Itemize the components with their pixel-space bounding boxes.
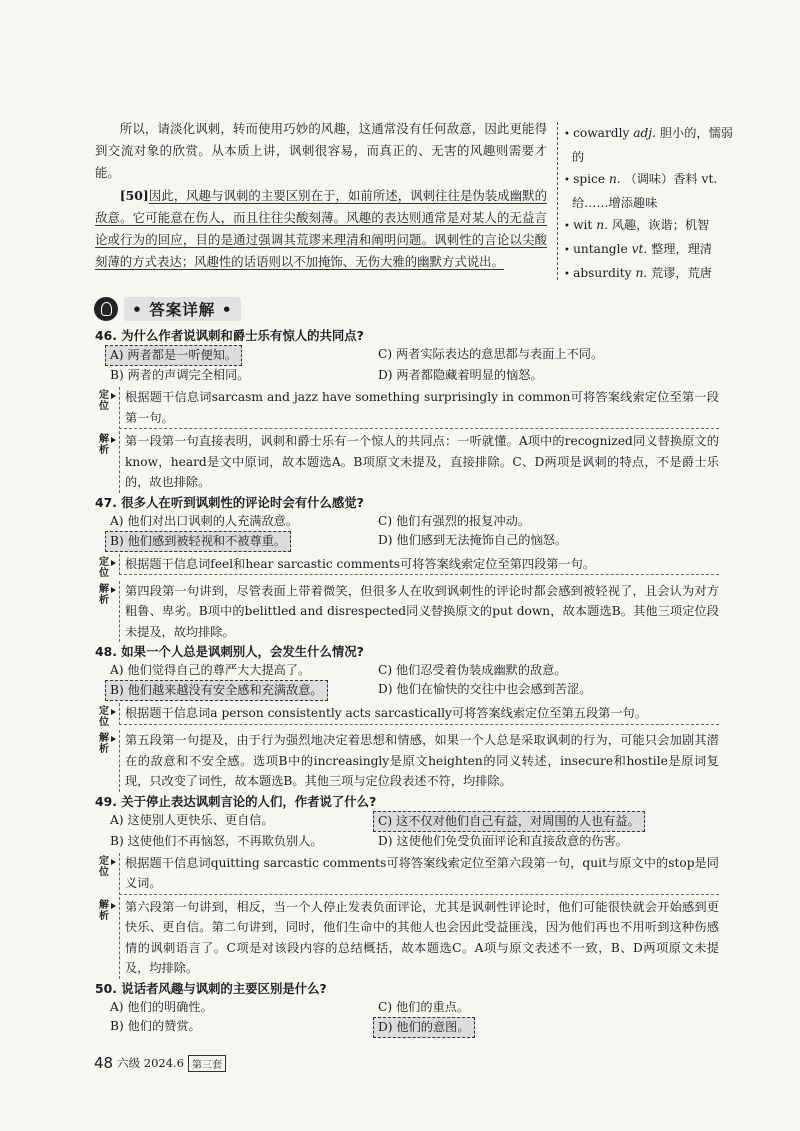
vocab-def: 风趣，诙谐；机智 xyxy=(611,218,710,232)
option-c: C) 他们忍受着伪装成幽默的敌意。 xyxy=(378,663,567,677)
vocab-pos: vt. xyxy=(631,242,648,256)
locate-text: 根据题干信息词feel和hear sarcastic comments可将答案线索定位至第四段第一句。 xyxy=(119,554,719,576)
explain-tag: 解析 xyxy=(95,730,113,755)
vocab-def: 整理，理清 xyxy=(651,242,713,256)
option-c-correct: C) 这不仅对他们自己有益，对周围的人也有益。 xyxy=(373,811,645,832)
explain-text: 第一段第一句直接表明，讽刺和爵士乐有一个惊人的共同点：一听就懂。A项中的recognized同义替换原文的know，heard是文中原词，故本题选A。B项原文未提及，直接排除。C、D两项是讽刺的特点，不是爵士乐的，故也排除。 xyxy=(119,431,719,493)
option-a-correct: A) 两者都是一听便知。 xyxy=(105,345,242,366)
explain-text: 第四段第一句讲到，尽管表面上带着微笑，但很多人在收到讽刺性的评论时都会感到被轻视了，且会认为对方粗鲁、卑劣。B项中的belittled and disrespected同义替换原文的put down，故本题选B。其他三项定位段未提及，故均排除。 xyxy=(119,581,719,643)
vocab-def: 荒谬，荒唐 xyxy=(651,266,712,280)
options xyxy=(110,998,719,1038)
locate-note xyxy=(95,703,719,728)
lightbulb-icon xyxy=(94,297,118,321)
vocab-word: cowardly xyxy=(573,126,630,140)
options xyxy=(110,345,719,385)
vocab-pos: n. xyxy=(608,172,621,186)
locate-text: 根据题干信息词quitting sarcastic comments可将答案线索定位至第六段第一句，quit与原文中的stop是同义词。 xyxy=(119,853,719,895)
page-footer xyxy=(94,1054,226,1072)
vocab-item xyxy=(564,122,734,168)
explain-tag: 解析 xyxy=(95,431,113,456)
vocab-item xyxy=(564,262,734,286)
option-d: D) 他们在愉快的交往中也会感到苦涩。 xyxy=(378,682,592,696)
passage-paragraph-2 xyxy=(95,185,547,274)
answer-explanations xyxy=(95,326,719,1038)
locate-tag: 定位 xyxy=(95,703,113,728)
options xyxy=(110,661,719,701)
issue-label: 六级 2024.6 xyxy=(117,1056,184,1070)
question-48 xyxy=(95,642,719,792)
explain-tag: 解析 xyxy=(95,581,113,606)
option-c: C) 他们的重点。 xyxy=(378,999,470,1014)
section-title: • 答案详解 • xyxy=(124,297,241,321)
vocab-list xyxy=(564,122,734,286)
underlined-sentence: 因此，风趣与讽刺的主要区别在于，如前所述，讽刺往往是伪装成幽默的敌意。它可能意在伤人，而且往往尖酸刻薄。 xyxy=(95,187,547,225)
question-title: 50. 说话者风趣与讽刺的主要区别是什么? xyxy=(95,980,327,996)
volume-badge: 第三套 xyxy=(188,1055,226,1072)
vocab-word: wit xyxy=(573,218,593,232)
vocab-pos: adj. xyxy=(633,126,656,140)
option-d-correct: D) 他们的意图。 xyxy=(373,1017,475,1038)
options xyxy=(110,512,719,552)
explain-note xyxy=(95,730,719,792)
locate-note xyxy=(95,554,719,579)
question-title: 48. 如果一个人总是讽刺别人，会发生什么情况? xyxy=(95,644,364,659)
vocab-divider xyxy=(557,122,558,280)
explain-note xyxy=(95,897,719,979)
paragraph-number: [50] xyxy=(119,187,149,203)
vocab-def: 胆小的，懦弱的 xyxy=(572,126,733,164)
locate-tag: 定位 xyxy=(95,387,113,412)
locate-tag: 定位 xyxy=(95,554,113,579)
option-a: A) 他们的明确性。 xyxy=(110,999,213,1014)
question-title: 47. 很多人在听到讽刺性的评论时会有什么感觉? xyxy=(95,494,364,510)
option-b: B) 这使他们不再恼怒，不再欺负别人。 xyxy=(110,833,323,848)
option-a: A) 他们觉得自己的尊严大大提高了。 xyxy=(110,663,311,677)
question-47 xyxy=(95,493,719,643)
option-b-correct: B) 他们感到被轻视和不被尊重。 xyxy=(105,531,291,552)
passage-paragraph-2-rest: 风趣的表达则通常是对某人的无益言论或行为的回应，目的是通过强调其荒谬来理清和阐明问题。讽刺性的言论以尖酸刻薄的方式表达；风趣性的话语则以不加掩饰、无伤大雅的幽默方式说出。 xyxy=(95,209,548,270)
question-title: 49. 关于停止表达讽刺言论的人们，作者说了什么? xyxy=(95,793,377,809)
option-a: A) 他们对出口讽刺的人充满敌意。 xyxy=(110,513,299,528)
passage xyxy=(95,118,547,273)
explain-text: 第六段第一句讲到，相反，当一个人停止发表负面评论，尤其是讽刺性评论时，他们可能很快就会开始感到更快乐、更自信。第二句讲到，同时，他们生命中的其他人也会因此受益匪浅，因为他们再也不用听到这种伤感情的讽刺语言了。C项是对该段内容的总结概括，故本题选C。A项与原文表述不一致，B、D两项原文未提及，均排除。 xyxy=(119,897,719,979)
option-b-correct: B) 他们越来越没有安全感和充满敌意。 xyxy=(105,680,328,701)
option-d: D) 他们感到无法掩饰自己的恼怒。 xyxy=(378,532,568,547)
locate-tag: 定位 xyxy=(95,853,113,878)
page-number: 48 xyxy=(94,1054,114,1072)
locate-note xyxy=(95,853,719,895)
option-a: A) 这使别人更快乐、更自信。 xyxy=(110,812,274,827)
locate-text: 根据题干信息词sarcasm and jazz have something surprisingly in common可将答案线索定位至第一段第一句。 xyxy=(119,387,719,429)
vocab-item xyxy=(564,214,734,238)
vocab-def: （调味）香料 vt. 给……增添趣味 xyxy=(572,172,718,210)
question-50 xyxy=(95,979,719,1038)
explain-note xyxy=(95,431,719,493)
option-b: B) 两者的声调完全相同。 xyxy=(110,368,250,382)
vocab-pos: n. xyxy=(596,218,608,232)
vocab-word: absurdity xyxy=(573,266,632,280)
explain-text: 第五段第一句提及，由于行为强烈地决定着思想和情感，如果一个人总是采取讽刺的行为，可能只会加剧其潜在的敌意和不安全感。选项B中的increasingly是原文heighten的同义转述，insecure和hostile是原词复现，只改变了词性，故本题选B。其他三项与定位段表述不符，均排除。 xyxy=(119,730,719,792)
answer-section-header xyxy=(94,297,241,321)
vocab-word: untangle xyxy=(573,242,628,256)
passage-paragraph-1: 所以，请淡化讽刺，转而使用巧妙的风趣，这通常没有任何敌意，因此更能得到交流对象的欣赏。从本质上讲，讽刺很容易，而真正的、无害的风趣则需要才能。 xyxy=(95,121,547,181)
question-49 xyxy=(95,792,719,979)
vocab-word: spice xyxy=(573,172,606,186)
explain-note xyxy=(95,581,719,643)
locate-text: 根据题干信息词a person consistently acts sarcastically可将答案线索定位至第五段第一句。 xyxy=(119,703,719,725)
vocab-item xyxy=(564,168,734,214)
options xyxy=(110,811,719,851)
question-46 xyxy=(95,326,719,493)
option-c: C) 两者实际表达的意思都与表面上不同。 xyxy=(378,347,604,361)
question-title: 46. 为什么作者说讽刺和爵士乐有惊人的共同点? xyxy=(95,328,364,343)
option-b: B) 他们的赞赏。 xyxy=(110,1018,201,1033)
option-c: C) 他们有强烈的报复冲动。 xyxy=(378,513,531,528)
option-d: D) 这使他们免受负面评论和直接敌意的伤害。 xyxy=(378,833,628,848)
explain-tag: 解析 xyxy=(95,897,113,922)
vocab-item xyxy=(564,238,734,262)
option-d: D) 两者都隐藏着明显的恼怒。 xyxy=(378,368,543,382)
locate-note xyxy=(95,387,719,429)
vocab-pos: n. xyxy=(635,266,648,280)
